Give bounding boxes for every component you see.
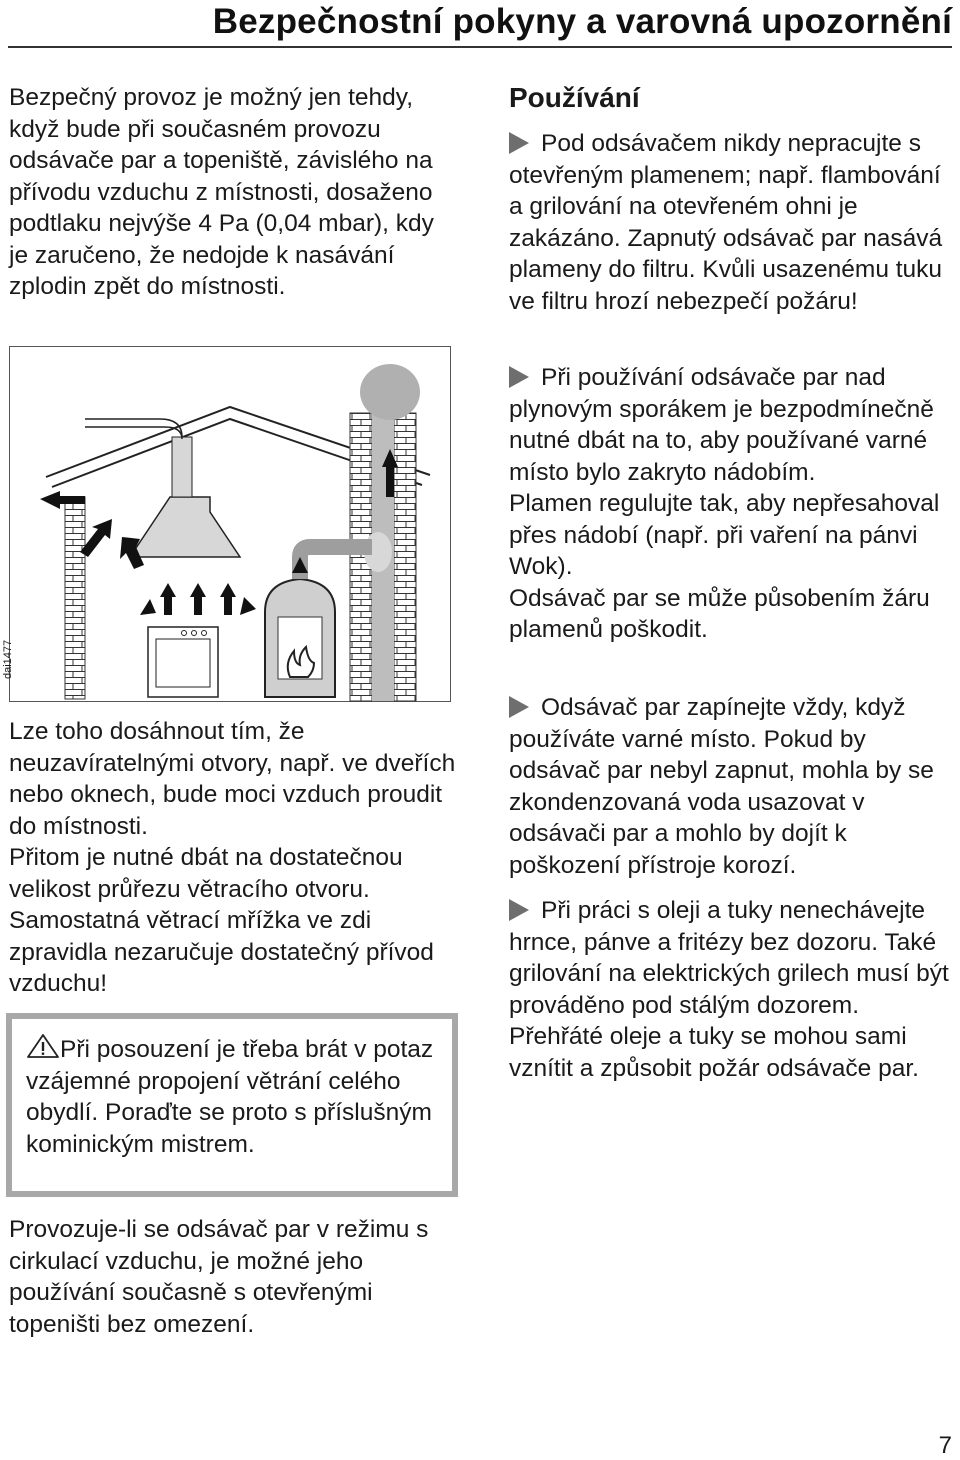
warning-triangle-icon [26,1033,60,1059]
warning-text: Při posouzení je třeba brát v potaz vzájemné propojení větrání celého obydlí. Poraďte se proto s příslušným kominickým mistrem. [26,1036,434,1158]
bullet-arrow-icon [509,899,529,921]
page-number: 7 [938,1432,952,1459]
bullet-oils-fats-label: Při práci s oleji a tuky nenechávejte hrnce, pánve a fritézy bez dozoru. Také grilování na elektrických grilech musí být prováděno pod stálým dozorem. Přehřáté oleje a tuky se mohou sami vznítit a způsobit požár odsávače par. [509,897,949,1082]
intro-paragraph-block [9,82,459,303]
figure-code-label: dai1477 [2,639,14,679]
bullet-switch-on-label: Odsávač par zapínejte vždy, když používáte varné místo. Pokud by odsávač par nebyl zapnut, mohla by se zkondenzovaná voda usazovat v odsávači par a mohlo by dojít k poškození přístroje korozí. [509,694,934,879]
bullet-switch-on [509,692,954,881]
bullet-gas-stove [509,362,954,646]
bullet-open-flame-label: Pod odsávačem nikdy nepracujte s otevřeným plamenem; např. flambování a grilování na otevřeném ohni je zakázáno. Zapnutý odsávač par nasává plameny do filtru. Kvůli usazenému tuku ve filtru hrozí nebezpečí požáru! [509,130,943,315]
page-title: Bezpečnostní pokyny a varovná upozornění [212,2,952,41]
bullet-arrow-icon [509,366,529,388]
bullet-arrow-icon [509,696,529,718]
ventilation-text-block [9,716,459,1000]
bullet-open-flame [509,128,954,317]
bullet-gas-stove-label: Při používání odsávače par nad plynovým sporákem je bezpodmínečně nutné dbát na to, aby používané varné místo bylo zakryto nádobím. [509,364,934,486]
bullet-switch-on-text [509,692,954,881]
flame-damage-text: Odsávač par se může působením žáru plamenů poškodit. [509,584,930,643]
warning-box [6,1013,458,1197]
recirculation-note: Provozuje-li se odsávač par v režimu s cirkulací vzduchu, je možné jeho používání současně s otevřenými topeništi bez omezení. [9,1216,429,1338]
bullet-oils-fats-text [509,895,954,1084]
ventilation-illustration [2,346,451,702]
intro-paragraph: Bezpečný provoz je možný jen tehdy, když bude při současném provozu odsávače par a topeniště, závislého na přívodu vzduchu z místnosti, dosaženo podtlaku nejvýše 4 Pa (0,04 mbar), kdy je zaručeno, že nedojde k nasávání zplodin zpět do místnosti. [9,84,434,300]
warning-paragraph [26,1033,440,1160]
ventilation-paragraph-3: Samostatná větrací mřížka ve zdi zpravidla nezaručuje dostatečný přívod vzduchu! [9,907,434,997]
ventilation-paragraph-1: Lze toho dosáhnout tím, že neuzavíratelnými otvory, např. ve dveřích nebo oknech, bude moci vzduch proudit do místnosti. [9,718,456,840]
title-divider [8,46,952,48]
bullet-gas-stove-text [509,362,954,488]
bullet-oils-fats [509,895,954,1084]
recirculation-note-block [9,1214,459,1340]
section-title-pouzivani: Používání [509,82,640,113]
bullet-arrow-icon [509,132,529,154]
bullet-open-flame-text [509,128,954,317]
ventilation-diagram-graphic [10,347,452,703]
flame-regulation-text: Plamen regulujte tak, aby nepřesahoval přes nádobí (např. při vaření na pánvi Wok). [509,490,940,580]
ventilation-paragraph-2: Přitom je nutné dbát na dostatečnou velikost průřezu větracího otvoru. [9,844,403,903]
